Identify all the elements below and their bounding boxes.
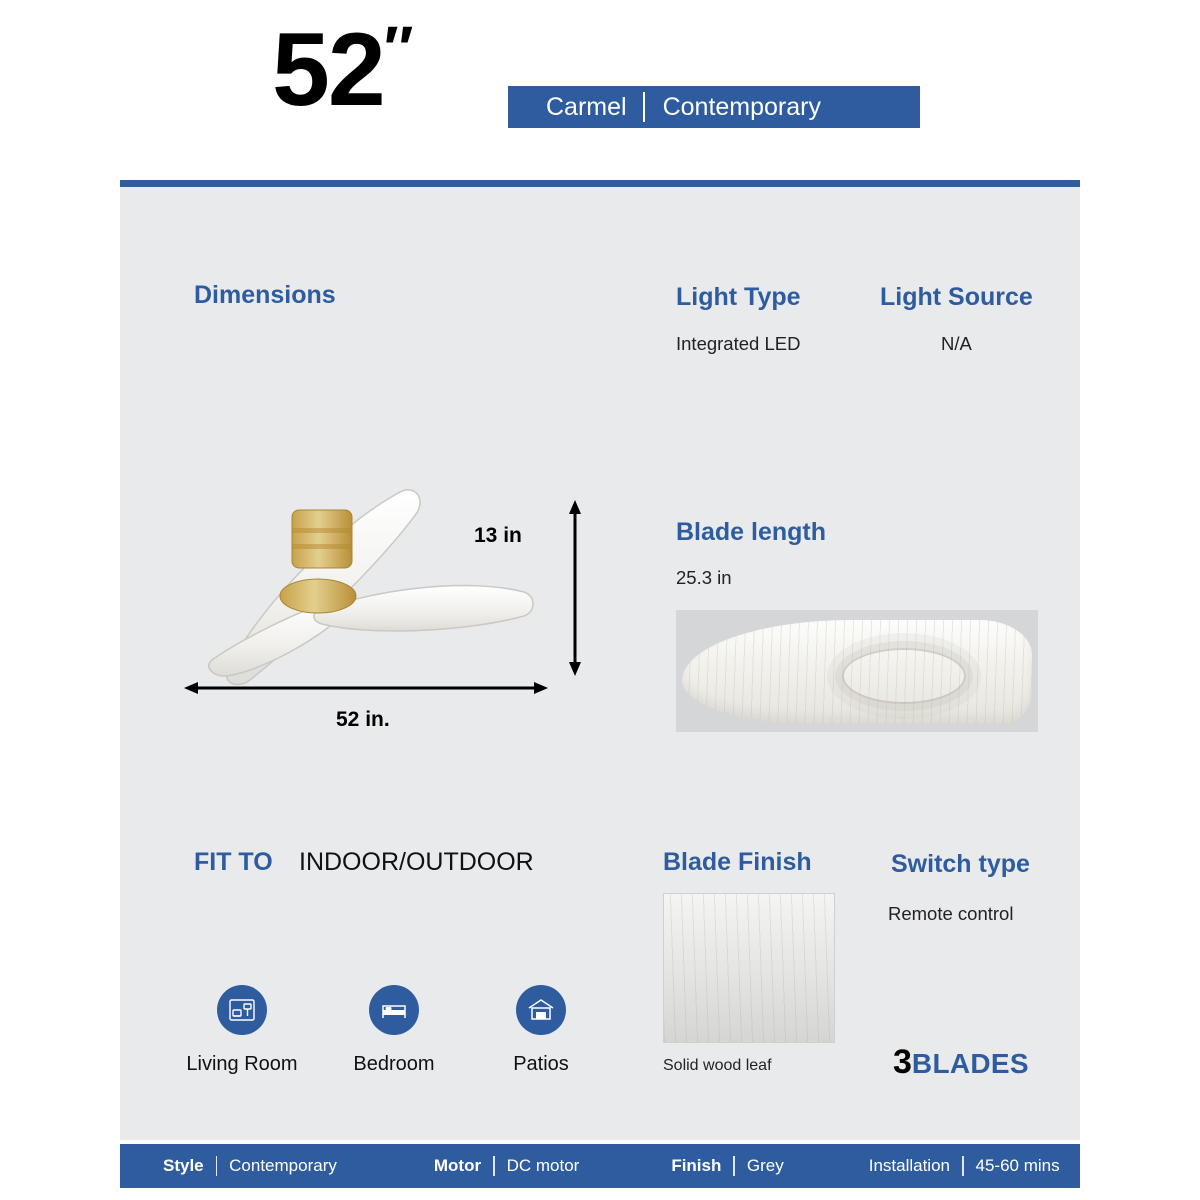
bedroom-icon bbox=[369, 985, 419, 1035]
product-name-badge bbox=[508, 86, 920, 128]
footer-cell-separator bbox=[962, 1156, 964, 1176]
footer-key: Finish bbox=[671, 1156, 722, 1175]
blade-finish-swatch bbox=[663, 893, 835, 1043]
footer-cell-separator bbox=[216, 1156, 218, 1176]
blade-length-heading: Blade length bbox=[676, 518, 827, 546]
height-dimension-arrow bbox=[560, 498, 590, 678]
width-dimension-arrow bbox=[182, 675, 550, 701]
light-source-heading: Light Source bbox=[880, 283, 1033, 311]
room-label: Living Room bbox=[186, 1053, 298, 1075]
panel-left-edge bbox=[113, 187, 120, 1140]
product-style-label: Contemporary bbox=[662, 92, 821, 121]
blades-count-word: BLADES bbox=[911, 1048, 1029, 1079]
footer-cell-separator bbox=[733, 1156, 735, 1176]
dimensions-heading: Dimensions bbox=[194, 281, 336, 309]
blade-shape bbox=[682, 620, 1032, 724]
room-item-patios bbox=[493, 985, 589, 1076]
blades-count-number: 3 bbox=[893, 1043, 912, 1081]
footer-spec-bar bbox=[120, 1144, 1080, 1188]
fan-size bbox=[272, 12, 412, 128]
fit-to-value: INDOOR/OUTDOOR bbox=[299, 848, 534, 876]
room-label: Patios bbox=[513, 1053, 569, 1075]
switch-type-value: Remote control bbox=[888, 903, 1014, 924]
footer-value: Grey bbox=[746, 1156, 784, 1175]
footer-key: Installation bbox=[868, 1156, 950, 1175]
footer-key: Motor bbox=[433, 1156, 482, 1175]
width-dimension-label: 52 in. bbox=[336, 708, 390, 731]
header-rule bbox=[120, 180, 1080, 187]
footer-value: 45-60 mins bbox=[975, 1156, 1060, 1175]
fan-size-unit: ″ bbox=[383, 14, 412, 84]
footer-cell-style bbox=[163, 1156, 337, 1176]
light-type-heading: Light Type bbox=[676, 283, 801, 311]
header bbox=[0, 0, 1200, 178]
footer-cell-installation bbox=[869, 1156, 1060, 1176]
room-label: Bedroom bbox=[353, 1053, 435, 1075]
fan-size-number: 52 bbox=[272, 12, 384, 128]
blades-count bbox=[893, 1043, 1029, 1082]
footer-value: Contemporary bbox=[229, 1156, 337, 1175]
living-room-icon bbox=[217, 985, 267, 1035]
height-dimension-label: 13 in bbox=[474, 524, 522, 547]
footer-cell-motor bbox=[434, 1156, 579, 1176]
blade-image bbox=[676, 610, 1038, 732]
patio-icon bbox=[516, 985, 566, 1035]
fan-illustration bbox=[180, 470, 580, 710]
blade-length-value: 25.3 in bbox=[676, 567, 732, 588]
fit-to-heading: FIT TO bbox=[194, 848, 273, 876]
room-item-bedroom bbox=[346, 985, 442, 1076]
switch-type-heading: Switch type bbox=[891, 850, 1030, 878]
footer-cell-separator bbox=[493, 1156, 495, 1176]
light-type-value: Integrated LED bbox=[676, 333, 801, 354]
footer-value: DC motor bbox=[506, 1156, 580, 1175]
room-item-living-room bbox=[186, 985, 298, 1076]
blade-finish-value: Solid wood leaf bbox=[663, 1057, 772, 1074]
product-series-label: Carmel bbox=[546, 92, 627, 121]
blade-finish-heading: Blade Finish bbox=[663, 848, 812, 876]
footer-key: Style bbox=[163, 1156, 204, 1175]
light-source-value: N/A bbox=[941, 333, 972, 354]
footer-cell-finish bbox=[671, 1156, 783, 1176]
blade-knot-texture bbox=[842, 648, 966, 704]
